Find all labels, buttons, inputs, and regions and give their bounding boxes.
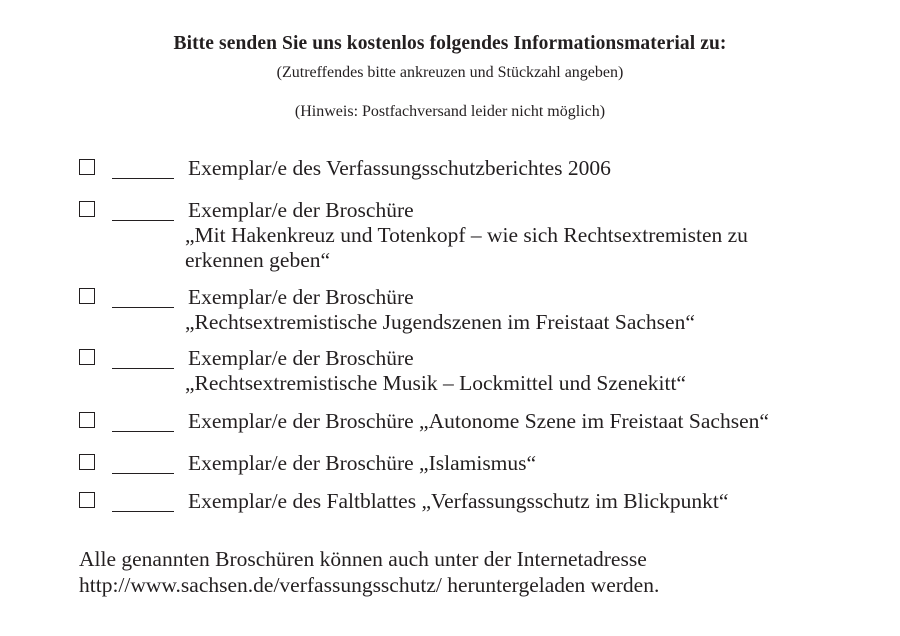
item-checkbox[interactable]: [79, 159, 95, 175]
order-item-jugendszenen-brochure: [79, 285, 879, 335]
form-instructions: (Zutreffendes bitte ankreuzen und Stückzahl angeben): [276, 64, 624, 81]
item-checkbox[interactable]: [79, 288, 95, 304]
order-item-hakenkreuz-brochure: [79, 198, 879, 273]
item-description: [188, 451, 848, 476]
quantity-field[interactable]: [112, 511, 174, 512]
item-description: [188, 285, 848, 310]
item-text-line: erkennen geben“: [185, 248, 331, 272]
quantity-field[interactable]: [112, 307, 174, 308]
item-description: [188, 346, 848, 371]
quantity-field[interactable]: [112, 178, 174, 179]
item-checkbox[interactable]: [79, 201, 95, 217]
quantity-field[interactable]: [112, 220, 174, 221]
item-text-line: „Mit Hakenkreuz und Totenkopf – wie sich Rechtsextremisten zu: [185, 223, 748, 247]
item-description: [188, 409, 848, 434]
footer-line: Alle genannten Broschüren können auch unter der Internetadresse: [79, 547, 647, 571]
item-text-line: Exemplar/e der Broschüre „Autonome Szene im Freistaat Sachsen“: [188, 409, 769, 433]
item-text-line: Exemplar/e des Verfassungsschutzberichtes 2006: [188, 156, 611, 180]
item-description: [188, 156, 848, 181]
item-checkbox[interactable]: [79, 454, 95, 470]
quantity-field[interactable]: [112, 368, 174, 369]
item-text-line: Exemplar/e der Broschüre: [188, 285, 414, 309]
item-text-line: Exemplar/e der Broschüre: [188, 346, 414, 370]
quantity-field[interactable]: [112, 473, 174, 474]
item-checkbox[interactable]: [79, 492, 95, 508]
item-text-line: Exemplar/e des Faltblattes „Verfassungsschutz im Blickpunkt“: [188, 489, 729, 513]
item-checkbox[interactable]: [79, 412, 95, 428]
item-text-line: Exemplar/e der Broschüre: [188, 198, 414, 222]
quantity-field[interactable]: [112, 431, 174, 432]
footer-note: [79, 546, 879, 598]
item-text-line: „Rechtsextremistische Jugendszenen im Freistaat Sachsen“: [185, 310, 695, 334]
form-hint: (Hinweis: Postfachversand leider nicht möglich): [294, 103, 606, 120]
order-item-musik-brochure: [79, 346, 879, 396]
item-text-line: Exemplar/e der Broschüre „Islamismus“: [188, 451, 537, 475]
item-description: [188, 198, 848, 223]
form-title: Bitte senden Sie uns kostenlos folgendes Informationsmaterial zu:: [173, 33, 727, 54]
item-description: [188, 489, 848, 514]
footer-url-line: http://www.sachsen.de/verfassungsschutz/ heruntergeladen werden.: [79, 573, 660, 597]
item-checkbox[interactable]: [79, 349, 95, 365]
item-text-line: „Rechtsextremistische Musik – Lockmittel und Szenekitt“: [185, 371, 686, 395]
